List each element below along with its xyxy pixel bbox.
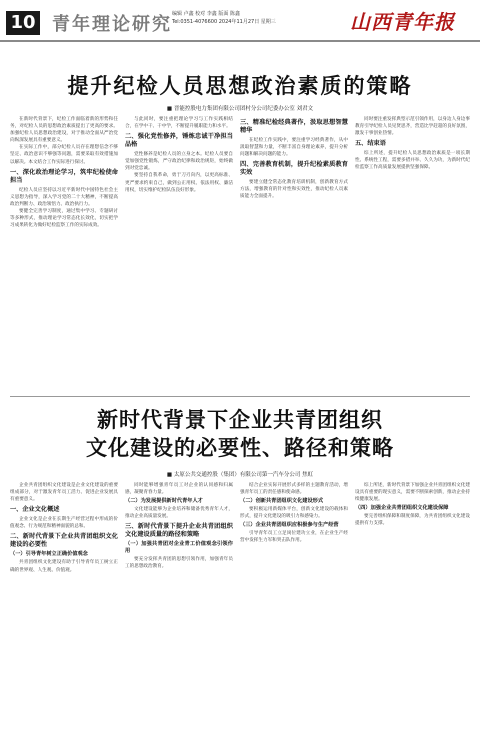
paragraph: 同时要注重发挥典型示范引领作用，以身边人身边事教育引导纪检人员见贤思齐，营造比学赶超的良好氛围，激发干事创业热情。	[355, 117, 470, 137]
paragraph: 在实际工作中，部分纪检人员存在理想信念不够坚定、政治意识不够强等问题，需要采取有效措施加以解决。本文结合工作实际进行探讨。	[10, 145, 118, 165]
paragraph: 在新时代背景下，纪检工作面临着新的形势和任务，对纪检人员的思想政治素质提出了更高的要求。加强纪检人员思想政治建设，对于推动全面从严治党向纵深发展具有重要意义。	[10, 117, 118, 144]
sub-heading: （二）为发展提供新时代青年人才	[125, 498, 203, 505]
article1-column-3	[240, 116, 348, 392]
article2-title-line-2: 文化建设的必要性、路径和策略	[86, 436, 394, 460]
section-heading: 四、完善教育机制，提升纪检素质教育实效	[240, 161, 348, 177]
paragraph: 共青团组织文化建设有助于引导青年员工树立正确的世界观、人生观、价值观。	[10, 560, 118, 573]
section-heading: 三、精准纪检经典著作，汲取思想智慧精华	[240, 119, 348, 134]
paragraph: 要充分发挥共青团的思想引领作用，加强青年员工的思想政治教育。	[125, 557, 233, 570]
paragraph: 要坚持自我革命，勇于刀刃向内，以更高标准、更严要求约束自己，做到公正用权、依法用权、廉洁用权，切实维护纪检队伍良好形象。	[125, 173, 233, 193]
paragraph: 综上所述，新时代背景下加强企业共青团组织文化建设具有重要的现实意义，需要不断探索创新，推动企业持续健康发展。	[355, 483, 470, 503]
paragraph: 在纪检工作实践中，要注重学习经典著作，从中汲取智慧和力量，不断丰富自身理论素养，提升分析问题和解决问题的能力。	[240, 138, 348, 158]
paragraph: 企业共青团组织文化建设是企业文化建设的重要组成部分，对于激发青年员工活力、促进企业发展具有重要意义。	[10, 483, 118, 503]
section-heading: 一、深化政治理论学习，筑牢纪检使命担当	[10, 168, 118, 184]
sub-heading: （四）加强企业共青团组织文化建设保障	[355, 505, 449, 512]
article2-column-1	[10, 482, 118, 736]
paragraph: 要完善组织保障和制度保障，为共青团组织文化建设提供有力支撑。	[355, 514, 470, 527]
article2-byline: ■ 太原公共交通控股（集团）有限公司第一汽车分公司 焦虹	[166, 472, 314, 478]
section-heading: 一、企业文化概述	[10, 506, 60, 514]
paragraph: 要健全完善学习制度，通过集中学习、专题研讨等多种形式，推动理论学习常态化长效化，切实把学习成果转化为做好纪检监察工作的实际成效。	[10, 208, 118, 229]
newspaper-logo: 山西青年报	[350, 10, 455, 34]
editor-meta	[172, 10, 342, 26]
section-heading: 二、新时代背景下企业共青团组织文化建设的必要性	[10, 533, 118, 549]
paragraph: 要积极运用新媒体平台，创新文化建设的载体和形式，提升文化建设的吸引力和感染力。	[240, 507, 348, 520]
paragraph: 结合企业实际开展形式多样的主题教育活动，增强青年员工的责任感和使命感。	[240, 483, 348, 496]
section-heading: 二、强化党性修养，锤炼忠诚干净担当品格	[125, 133, 233, 149]
paragraph: 文化建设能够为企业培养和储备优秀青年人才，推动企业高质量发展。	[125, 507, 233, 520]
sub-heading: （二）创新共青团组织文化建设形式	[240, 498, 324, 505]
meta-line-1: 编辑 卢鑫 校对 李鑫 版面 陈鑫	[172, 11, 240, 17]
paragraph: 企业文化是企业在长期生产经营过程中形成的价值观念、行为规范和精神面貌的总和。	[10, 517, 118, 530]
article1-title: 提升纪检人员思想政治素质的策略	[67, 74, 413, 98]
paragraph: 纪检人员应坚持以习近平新时代中国特色社会主义思想为指导，深入学习党的二十大精神，不断提高政治判断力、政治领悟力、政治执行力。	[10, 187, 118, 207]
article2-title-line-1: 新时代背景下企业共青团组织	[97, 408, 383, 432]
article1-column-4	[355, 116, 470, 392]
paragraph: 引导青年员工立足岗位建功立业，在企业生产经营中发挥生力军和突击队作用。	[240, 531, 348, 544]
section-heading: 三、新时代背景下提升企业共青团组织文化建设质量的路径和策略	[125, 523, 233, 539]
paragraph: 要建立健全常态化教育培训机制，创新教育方式方法，增强教育的针对性和实效性，推动纪检人员素质能力全面提升。	[240, 180, 348, 200]
sub-heading: （一）加强共青团对企业青工价值观念引领作用	[125, 541, 233, 555]
section-heading: 五、结束语	[355, 140, 386, 148]
section-title: 青年理论研究	[52, 14, 172, 35]
sub-heading: （三）企业共青团组织应积极参与生产经营	[240, 522, 339, 529]
sub-heading: （一）引导青年树立正确价值观念	[10, 551, 88, 558]
article-divider	[10, 396, 470, 397]
paragraph: 同时能够增强青年员工对企业的认同感和归属感，凝聚青春力量。	[125, 483, 233, 496]
article1-column-2	[125, 116, 233, 392]
paragraph: 党性修养是纪检人员的立身之本。纪检人员要自觉加强党性锻炼，严守政治纪律和政治规矩，始终做到对党忠诚。	[125, 152, 233, 172]
article2-column-4	[355, 482, 470, 736]
page-number: 10	[6, 11, 40, 35]
article2-column-2	[125, 482, 233, 736]
meta-line-2: Tel:0351-4076600 2024年11月27日 星期三	[172, 19, 276, 25]
article1-byline: ■ 晋能控股电力集团有限公司团村分公司纪委办公室 刘君文	[166, 106, 314, 112]
paragraph: 与此同时，要注重把理论学习与工作实践相结合，在学中干、干中学，不断提升履职能力和水平。	[125, 117, 233, 130]
header-rule	[0, 40, 480, 42]
article2-column-3	[240, 482, 348, 736]
paragraph: 综上所述，提升纪检人员思想政治素质是一项长期性、系统性工程，需要多措并举、久久为功，为新时代纪检监察工作高质量发展提供坚强保障。	[355, 151, 470, 171]
article1-column-1	[10, 116, 118, 392]
page-header	[0, 0, 480, 40]
